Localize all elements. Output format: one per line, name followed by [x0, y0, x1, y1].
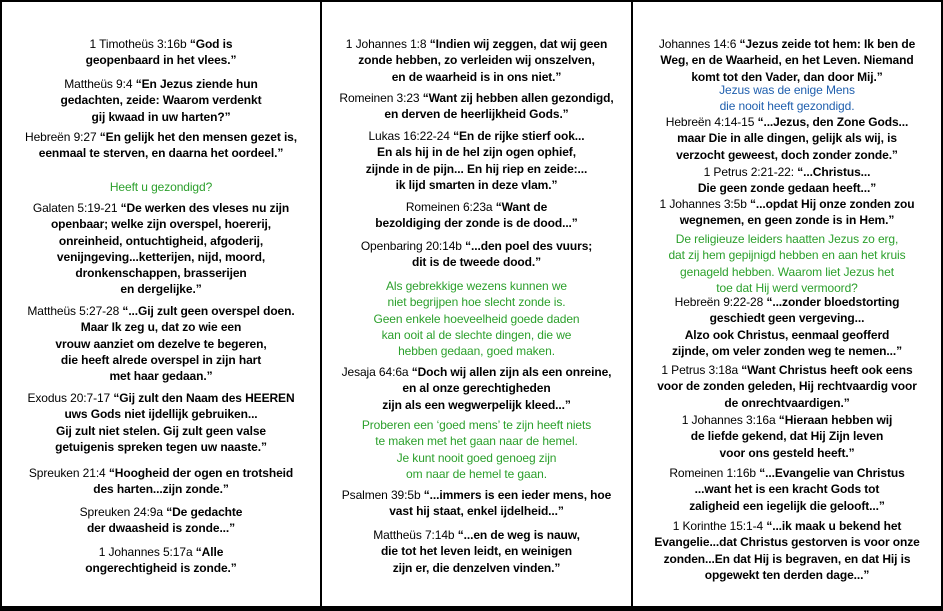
verse-text: “God is geopenbaard in het vlees.”	[85, 37, 237, 68]
verse-reference: Hebreën 4:14-15	[665, 115, 758, 129]
verse-block	[633, 164, 941, 197]
verse-text: “...Gij zult geen overspel doen. Maar Ik zeg u, dat zo wie een vrouw aanziet om dezelve te begeren, die heeft alrede overspel in zijn hart met haar gedaan.”	[55, 304, 295, 384]
verse-block	[322, 199, 631, 232]
verse-text: “...opdat Hij onze zonden zou wegnemen, en geen zonde is in Hem.”	[679, 197, 915, 228]
verse-reference: 1 Timotheüs 3:16b	[89, 37, 190, 51]
verse-block	[322, 128, 631, 193]
verse-block	[633, 465, 941, 514]
commentary-note: Jezus was de enige Mens die nooit heeft gezondigd.	[719, 83, 855, 114]
verse-block	[2, 544, 320, 577]
verse-text: “De gedachte der dwaasheid is zonde...”	[86, 505, 243, 536]
verse-reference: Hebreën 9:27	[25, 130, 100, 144]
verse-reference: 1 Johannes 3:16a	[681, 413, 779, 427]
verse-text: “Indien wij zeggen, dat wij geen zonde hebben, zo verleiden wij onszelven, en de waarheid is in ons niet.”	[358, 37, 608, 84]
verse-text: “Doch wij allen zijn als een onreine, en al onze gerechtigheden zijn als een wegwerpelijk kleed...”	[382, 365, 612, 412]
verse-block	[2, 390, 320, 455]
verse-reference: 1 Petrus 2:21-22:	[703, 165, 798, 179]
verse-block	[2, 36, 320, 69]
commentary-note: Heeft u gezondigd?	[109, 180, 213, 194]
verse-block	[2, 76, 320, 125]
column-3	[633, 2, 941, 606]
verse-block	[633, 196, 941, 229]
verse-text: “Want zij hebben allen gezondigd, en derven de heerlijkheid Gods.”	[384, 91, 614, 122]
verse-block	[322, 238, 631, 271]
verse-reference: 1 Johannes 3:5b	[659, 197, 751, 211]
verse-reference: Lukas 16:22-24	[368, 129, 454, 143]
verse-block	[2, 200, 320, 298]
verse-text: “...ik maak u bekend het Evangelie...dat Christus gestorven is voor onze zonden...En dat Hij is begraven, en dat Hij is opgewekt ten derden dage...”	[654, 519, 920, 582]
verse-block	[633, 294, 941, 359]
verse-text: “Want Christus heeft ook eens voor de zonden geleden, Hij rechtvaardig voor de onrechtvaardigen.”	[657, 363, 917, 410]
verse-reference: Romeinen 1:16b	[669, 466, 760, 480]
verse-reference: 1 Johannes 1:8	[345, 37, 430, 51]
verse-text: “En de rijke stierf ook... En als hij in de hel zijn ogen ophief, zijnde in de pijn... En hij riep en zeide:... ik lijd smarten in deze vlam.”	[365, 129, 588, 192]
verse-reference: 1 Petrus 3:18a	[661, 363, 742, 377]
verse-block	[633, 362, 941, 411]
verse-block	[322, 364, 631, 413]
verse-text: “Gij zult den Naam des HEEREN uws Gods niet ijdellijk gebruiken... Gij zult niet stelen. Gij zult geen valse getuigenis spreken tegen uw naaste.”	[55, 391, 295, 454]
verse-text: “...den poel des vuurs; dit is de tweede dood.”	[411, 239, 593, 270]
verse-text: “...Christus... Die geen zonde gedaan heeft...”	[697, 165, 877, 196]
column-2	[322, 2, 631, 606]
verse-reference: 1 Korinthe 15:1-4	[672, 519, 767, 533]
commentary-note: Proberen een ‘goed mens’ te zijn heeft niets te maken met het gaan naar de hemel. Je kunt nooit goed genoeg zijn om naar de hemel te gaan.	[361, 418, 592, 481]
verse-reference: Exodus 20:7-17	[27, 391, 114, 405]
verse-block	[322, 36, 631, 85]
verse-reference: Romeinen 3:23	[339, 91, 423, 105]
verse-reference: Openbaring 20:14b	[360, 239, 466, 253]
verse-reference: Spreuken 24:9a	[79, 505, 167, 519]
verse-text: “Want de bezoldiging der zonde is de dood...”	[375, 200, 578, 231]
verse-reference: Galaten 5:19-21	[32, 201, 121, 215]
verse-text: “...en de weg is nauw, die tot het leven leidt, en weinigen zijn er, die denzelven vinden.”	[380, 528, 580, 575]
verse-reference: Jesaja 64:6a	[341, 365, 412, 379]
verse-text: “En Jezus ziende hun gedachten, zeide: Waarom verdenkt gij kwaad in uw harten?”	[60, 77, 262, 124]
verse-text: “...immers is een ieder mens, hoe vast hij staat, enkel ijdelheid...”	[389, 488, 612, 519]
verse-block	[322, 487, 631, 520]
verse-reference: Mattheüs 5:27-28	[27, 304, 123, 318]
verse-block	[633, 412, 941, 461]
verse-text: “...zonder bloedstorting geschiedt geen vergeving... Alzo ook Christus, eenmaal geofferd zijnde, om veler zonden weg te nemen...”	[671, 295, 903, 358]
commentary-note: Als gebrekkige wezens kunnen we niet begrijpen hoe slecht zonde is. Geen enkele hoeveelheid goede daden kan ooit al de slechte dingen, die we hebben gedaan, goed maken.	[373, 279, 580, 359]
verse-reference: 1 Johannes 5:17a	[98, 545, 196, 559]
verse-text: “De werken des vleses nu zijn openbaar; welke zijn overspel, hoererij, onreinheid, ontuchtigheid, afgoderij, venijngeving...ketterijen, nijd, moord, dronkenschappen, brasserijen en dergelijke.”	[50, 201, 290, 297]
verse-reference: Romeinen 6:23a	[405, 200, 496, 214]
verse-reference: Hebreën 9:22-28	[674, 295, 767, 309]
verse-text: “Alle ongerechtigheid is zonde.”	[85, 545, 237, 576]
verse-block	[2, 129, 320, 162]
verse-reference: Mattheüs 7:14b	[373, 528, 458, 542]
verse-text: “Hoogheid der ogen en trotsheid des harten...zijn zonde.”	[93, 466, 294, 497]
verse-text: “...Jezus, den Zone Gods... maar Die in alle dingen, gelijk als wij, is verzocht geweest, doch zonder zonde.”	[676, 115, 909, 162]
column-1	[2, 2, 320, 606]
verse-text: “Jezus zeide tot hem: Ik ben de Weg, en de Waarheid, en het Leven. Niemand komt tot den Vader, dan door Mij.”	[660, 37, 916, 84]
verse-text: “Hieraan hebben wij de liefde gekend, dat Hij Zijn leven voor ons gesteld heeft.”	[690, 413, 893, 460]
verse-block	[322, 527, 631, 576]
verse-text: “En gelijk het den mensen gezet is, eenmaal te sterven, en daarna het oordeel.”	[38, 130, 297, 161]
verse-block	[633, 114, 941, 163]
verse-block	[322, 90, 631, 123]
verse-reference: Spreuken 21:4	[28, 466, 109, 480]
verse-block	[633, 36, 941, 85]
verse-block	[2, 504, 320, 537]
verse-text: “...Evangelie van Christus ...want het is een kracht Gods tot zaligheid een iegelijk die gelooft...”	[689, 466, 905, 513]
verse-block	[633, 518, 941, 583]
verse-reference: Mattheüs 9:4	[64, 77, 136, 91]
verse-reference: Psalmen 39:5b	[341, 488, 424, 502]
verse-block	[2, 303, 320, 384]
verse-reference: Johannes 14:6	[658, 37, 740, 51]
verse-block	[2, 465, 320, 498]
commentary-note: De religieuze leiders haatten Jezus zo erg, dat zij hem gepijnigd hebben en aan het kruis genageld hebben. Waarom liet Jezus het toe dat Hij werd vermoord?	[668, 232, 906, 295]
